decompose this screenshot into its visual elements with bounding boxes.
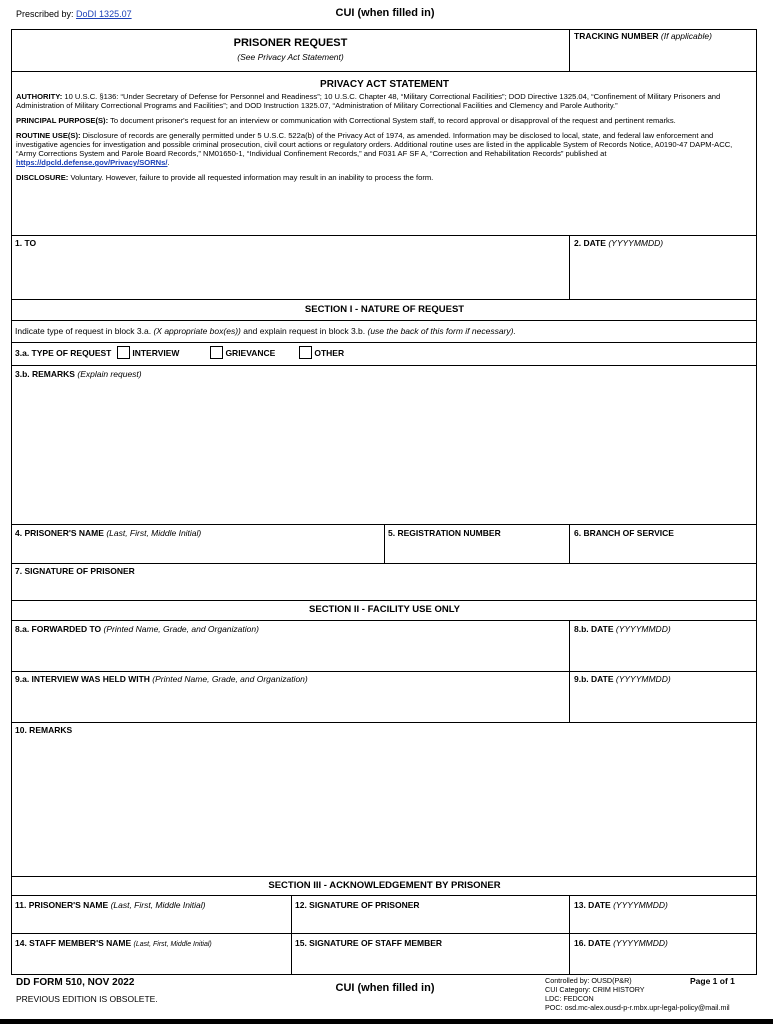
staff-date-input[interactable] — [574, 952, 756, 972]
sorns-link[interactable]: https://dpcld.defense.gov/Privacy/SORNs/ — [16, 158, 168, 167]
type-of-request-row — [15, 346, 344, 359]
section-1-title: SECTION I - NATURE OF REQUEST — [304, 304, 465, 315]
prescribed-label: Prescribed by: — [16, 9, 74, 19]
rule — [11, 722, 757, 723]
signature-prisoner-field[interactable] — [15, 580, 751, 598]
divider — [291, 895, 292, 975]
divider — [569, 235, 570, 299]
divider — [384, 524, 385, 563]
page-number: Page 1 of 1 — [690, 976, 735, 986]
rule — [11, 563, 757, 564]
date-input[interactable] — [574, 254, 756, 276]
grievance-checkbox[interactable] — [210, 346, 223, 359]
section-3-title: SECTION III - ACKNOWLEDGEMENT BY PRISONER — [268, 880, 501, 891]
authority-label: AUTHORITY: — [16, 92, 63, 101]
facility-remarks-input[interactable] — [15, 740, 755, 874]
ack-prisoner-name-input[interactable] — [15, 914, 289, 932]
to-input[interactable] — [15, 252, 569, 300]
remarks-label-text: 3.b. REMARKS — [15, 369, 75, 379]
ack-prisoner-date-input[interactable] — [574, 914, 756, 932]
staff-name-hint: (Last, First, Middle Initial) — [133, 941, 212, 948]
interview-held-label-text: 9.a. INTERVIEW WAS HELD WITH — [15, 674, 150, 684]
form-id: DD FORM 510, NOV 2022 — [16, 977, 135, 988]
forwarded-to-label-text: 8.a. FORWARDED TO — [15, 624, 102, 634]
rule — [11, 71, 757, 72]
purpose-paragraph — [16, 116, 754, 125]
dodi-link[interactable]: DoDI 1325.07 — [76, 9, 132, 19]
ldc: LDC: FEDCON — [545, 994, 594, 1003]
section-2-title: SECTION II - FACILITY USE ONLY — [309, 604, 460, 615]
forwarded-date-label — [574, 624, 671, 634]
ack-prisoner-date-label-text: 13. DATE — [574, 900, 611, 910]
staff-signature-field[interactable] — [295, 952, 565, 970]
interview-option-label: INTERVIEW — [132, 347, 180, 358]
registration-number-input[interactable] — [388, 542, 570, 562]
remarks-label — [15, 369, 142, 379]
rule — [11, 600, 757, 601]
disclosure-text: Voluntary. However, failure to provide all requested information may result in an inability to process the form. — [68, 173, 434, 182]
routine-text: Disclosure of records are generally permitted under 5 U.S.C. 522a(b) of the Privacy Act of 1974, as amended. Information may be disclosed to local, state, and federal law enforcement and investigative agencies for investigation and possible criminal prosecution, civil court actions or regulatory orders. Additional routine uses are listed in the applicable System of Records Notice, A0190-47 DAPM-ACC, “Army Corrections System and Parole Board Records,” NM01650-1, “Individual Confinement Records,” and F031 AF SF A, “Correction and Rehabilitation Records” published at — [16, 131, 733, 158]
disclosure-paragraph — [16, 173, 754, 182]
other-checkbox[interactable] — [299, 346, 312, 359]
ack-prisoner-signature-label: 12. SIGNATURE OF PRISONER — [295, 900, 420, 910]
interview-date-label-text: 9.b. DATE — [574, 674, 614, 684]
divider — [569, 895, 570, 975]
staff-name-input[interactable] — [15, 952, 289, 972]
prescribed-by — [16, 9, 132, 19]
date-label-text: 2. DATE — [574, 238, 606, 248]
tracking-label-text: TRACKING NUMBER — [574, 31, 659, 41]
interview-date-label — [574, 674, 671, 684]
interview-held-input[interactable] — [15, 692, 569, 716]
interview-held-hint: (Printed Name, Grade, and Organization) — [152, 674, 308, 684]
forwarded-to-label — [15, 624, 259, 634]
ack-prisoner-date-label — [574, 900, 668, 910]
cui-header: CUI (when filled in) — [335, 7, 435, 19]
rule — [11, 620, 757, 621]
disclosure-label: DISCLOSURE: — [16, 173, 69, 182]
ack-prisoner-name-label — [15, 900, 206, 910]
forwarded-to-input[interactable] — [15, 642, 569, 666]
forwarded-date-input[interactable] — [574, 642, 756, 666]
rule — [11, 299, 757, 300]
rule — [11, 235, 757, 236]
title-divider — [569, 29, 570, 71]
ack-prisoner-name-hint: (Last, First, Middle Initial) — [110, 900, 206, 910]
prisoner-name-input[interactable] — [15, 542, 384, 562]
prisoner-name-label-text: 4. PRISONER'S NAME — [15, 528, 104, 538]
interview-held-label — [15, 674, 308, 684]
signature-prisoner-label: 7. SIGNATURE OF PRISONER — [15, 566, 135, 576]
routine-label: ROUTINE USE(S): — [16, 131, 81, 140]
divider — [569, 524, 570, 563]
routine-end: . — [167, 158, 170, 167]
privacy-statement — [16, 92, 754, 188]
instr-b: (X appropriate box(es)) — [153, 326, 241, 336]
interview-checkbox[interactable] — [117, 346, 130, 359]
authority-text: 10 U.S.C. §136: “Under Secretary of Defense for Personnel and Readiness”; 10 U.S.C. Chapter 48, “Military Correctional Facilities”; DOD Directive 1325.04, “Confinement of Military Prisoners and Administration of Military Correctional Programs and Facilities”; and DOD Instruction 1325.07, “Administration of Military Correctional Facilities and Clemency and Parole Authority.” — [16, 92, 721, 110]
other-option-label: OTHER — [314, 347, 345, 358]
poc: POC: osd.mc-alex.ousd-p-r.mbx.upr-legal-policy@mail.mil — [545, 1003, 730, 1012]
staff-date-label-text: 16. DATE — [574, 938, 611, 948]
privacy-heading: PRIVACY ACT STATEMENT — [320, 79, 449, 90]
registration-number-label: 5. REGISTRATION NUMBER — [388, 528, 501, 538]
grievance-option-label: GRIEVANCE — [225, 347, 276, 358]
tracking-number-label — [574, 31, 712, 41]
rule — [11, 365, 757, 366]
date-label — [574, 238, 663, 248]
ack-prisoner-signature-field[interactable] — [295, 914, 565, 930]
staff-name-label-text: 14. STAFF MEMBER'S NAME — [15, 938, 132, 948]
instr-c: and explain request in block 3.b. — [240, 326, 368, 336]
rule — [11, 320, 757, 321]
section-1-instructions — [15, 326, 516, 336]
tracking-number-input[interactable] — [574, 45, 756, 69]
staff-date-label — [574, 938, 668, 948]
facility-remarks-label: 10. REMARKS — [15, 725, 73, 735]
purpose-label: PRINCIPAL PURPOSE(S): — [16, 116, 109, 125]
forwarded-date-label-text: 8.b. DATE — [574, 624, 614, 634]
bottom-bar — [0, 1019, 773, 1024]
routine-paragraph — [16, 131, 754, 167]
form-title: PRISONER REQUEST — [233, 37, 348, 49]
prisoner-name-label — [15, 528, 201, 538]
interview-date-input[interactable] — [574, 692, 756, 716]
date-hint: (YYYYMMDD) — [608, 238, 664, 248]
rule — [11, 342, 757, 343]
staff-date-hint: (YYYYMMDD) — [613, 938, 668, 948]
cui-category: CUI Category: CRIM HISTORY — [545, 985, 645, 994]
to-label: 1. TO — [15, 238, 37, 248]
instr-a: Indicate type of request in block 3.a. — [15, 326, 154, 336]
purpose-text: To document prisoner's request for an interview or communication with Correctional System staff, to record approval or disapproval of the request and pertinent remarks. — [108, 116, 676, 125]
branch-label: 6. BRANCH OF SERVICE — [574, 528, 674, 538]
ack-prisoner-name-label-text: 11. PRISONER'S NAME — [15, 900, 109, 910]
rule — [11, 895, 757, 896]
cui-footer: CUI (when filled in) — [335, 982, 435, 994]
controlled-by: Controlled by: OUSD(P&R) — [545, 976, 632, 985]
interview-date-hint: (YYYYMMDD) — [615, 674, 671, 684]
remarks-input[interactable] — [15, 383, 755, 523]
forwarded-to-hint: (Printed Name, Grade, and Organization) — [103, 624, 259, 634]
forwarded-date-hint: (YYYYMMDD) — [615, 624, 671, 634]
rule — [11, 671, 757, 672]
tracking-hint: (If applicable) — [660, 31, 712, 41]
staff-name-label — [15, 938, 212, 948]
rule — [11, 933, 757, 934]
remarks-hint: (Explain request) — [77, 369, 142, 379]
type-of-request-label: 3.a. TYPE OF REQUEST — [15, 347, 112, 358]
branch-input[interactable] — [574, 542, 756, 562]
obsolete-note: PREVIOUS EDITION IS OBSOLETE. — [16, 994, 158, 1004]
prisoner-name-hint: (Last, First, Middle Initial) — [106, 528, 202, 538]
rule — [11, 876, 757, 877]
authority-paragraph — [16, 92, 754, 110]
instr-d: (use the back of this form if necessary). — [367, 326, 516, 336]
staff-signature-label: 15. SIGNATURE OF STAFF MEMBER — [295, 938, 443, 948]
ack-prisoner-date-hint: (YYYYMMDD) — [613, 900, 668, 910]
form-subtitle: (See Privacy Act Statement) — [237, 52, 344, 62]
